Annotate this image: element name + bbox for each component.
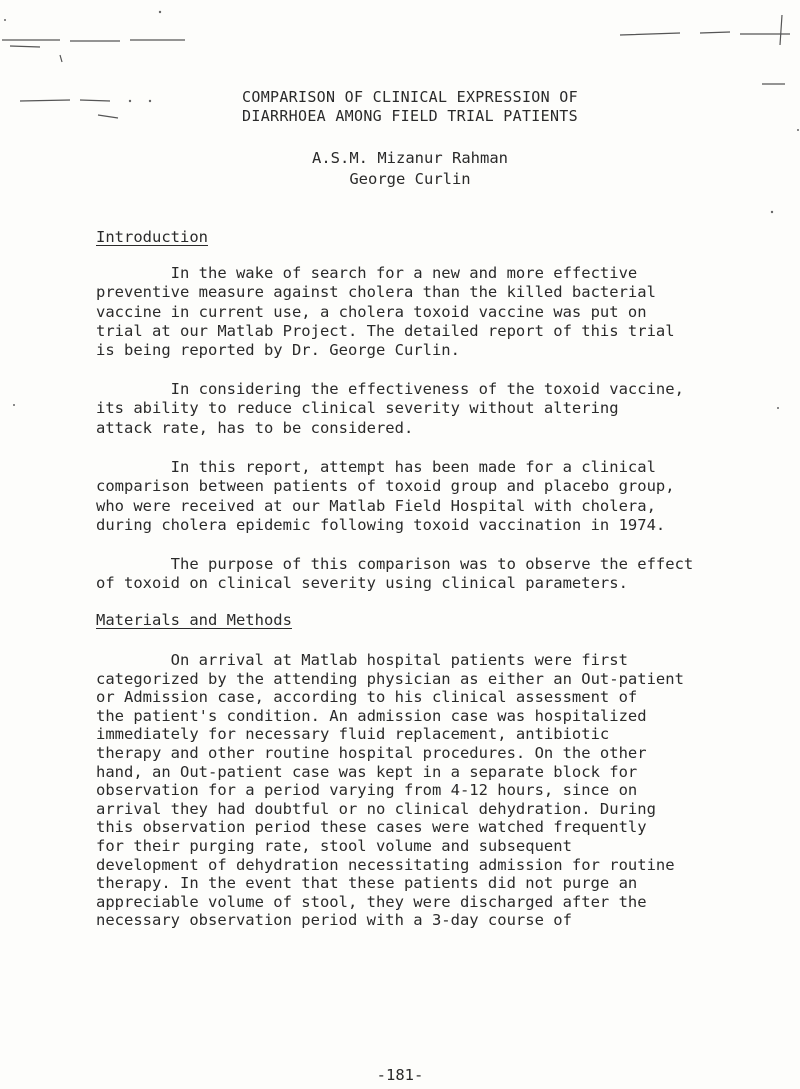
title-line-2: DIARRHOEA AMONG FIELD TRIAL PATIENTS [242, 107, 578, 125]
page-number: -181- [376, 1066, 424, 1084]
intro-paragraph-2: In considering the effectiveness of the toxoid vaccine, its ability to reduce clinical severity without altering attack rate, has to be considered. [96, 380, 684, 437]
methods-heading: Materials and Methods [96, 611, 292, 629]
author-block [215, 148, 605, 190]
author-1: A.S.M. Mizanur Rahman [312, 149, 508, 167]
intro-paragraph-3: In this report, attempt has been made for a clinical comparison between patients of toxoid group and placebo group, who were received at our Matlab Field Hospital with cholera, during cholera epidemic following toxoid vaccination in 1974. [96, 458, 675, 534]
intro-paragraph-4: The purpose of this comparison was to observe the effect of toxoid on clinical severity using clinical parameters. [96, 555, 694, 593]
methods-paragraph-1: On arrival at Matlab hospital patients were first categorized by the attending physician as either an Out-patient or Admission case, according to his clinical assessment of the patient's condition. An admission case was hospitalized immediately for necessary fluid replacement, antibiotic therapy and other routine hospital procedures. On the other hand, an Out-patient case was kept in a separate block for observation for a period varying from 4-12 hours, since on arrival they had doubtful or no clinical dehydration. During this observation period these cases were watched frequently for their purging rate, stool volume and subsequent development of dehydration necessitating admission for routine therapy. In the event that these patients did not purge an appreciable volume of stool, they were discharged after the necessary observation period with a 3-day course of [96, 651, 684, 930]
intro-paragraph-1: In the wake of search for a new and more effective preventive measure against cholera than the killed bacterial vaccine in current use, a cholera toxoid vaccine was put on trial at our Matlab Project. The detailed report of this trial is being reported by Dr. George Curlin. [96, 264, 675, 360]
introduction-heading: Introduction [96, 228, 208, 246]
author-2: George Curlin [349, 170, 471, 188]
title-line-1: COMPARISON OF CLINICAL EXPRESSION OF [242, 88, 578, 106]
document-title [160, 88, 660, 126]
